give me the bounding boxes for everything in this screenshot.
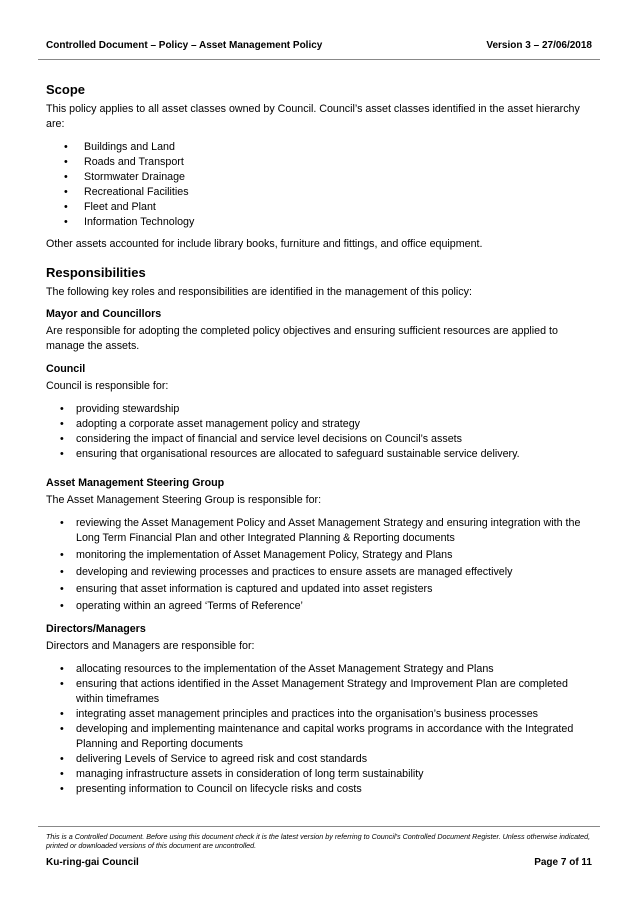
steering-list xyxy=(46,516,592,614)
list-item xyxy=(46,722,592,752)
bullet-icon: • xyxy=(60,418,64,430)
council-heading: Council xyxy=(46,363,86,375)
bullet-icon: • xyxy=(60,753,64,765)
steering-intro: The Asset Management Steering Group is responsible for: xyxy=(46,494,322,506)
bullet-icon: • xyxy=(60,723,64,735)
bullet-icon: • xyxy=(60,583,64,595)
bullet-icon: • xyxy=(60,663,64,675)
responsibilities-section xyxy=(46,265,592,797)
list-item xyxy=(46,548,592,563)
bullet-icon: • xyxy=(64,216,68,228)
page-content xyxy=(46,82,592,797)
list-item xyxy=(46,707,592,722)
list-item-text: Information Technology xyxy=(84,216,195,228)
header-divider xyxy=(38,59,600,60)
scope-intro: This policy applies to all asset classes owned by Council. Council’s asset classes identified in the asset hierarchy are: xyxy=(46,103,580,130)
scope-section xyxy=(46,82,592,252)
mayor-text: Are responsible for adopting the completed policy objectives and ensuring sufficient resources are applied to manage the assets. xyxy=(46,325,558,352)
list-item xyxy=(46,200,592,215)
list-item xyxy=(46,782,592,797)
scope-outro: Other assets accounted for include library books, furniture and fittings, and office equipment. xyxy=(46,238,483,250)
list-item xyxy=(46,447,592,462)
list-item xyxy=(46,752,592,767)
mayor-heading: Mayor and Councillors xyxy=(46,308,162,320)
footer-divider xyxy=(38,826,600,827)
bullet-icon: • xyxy=(60,783,64,795)
bullet-icon: • xyxy=(60,600,64,612)
list-item-text: ensuring that asset information is captured and updated into asset registers xyxy=(76,583,433,595)
steering-heading: Asset Management Steering Group xyxy=(46,477,225,489)
bullet-icon: • xyxy=(64,156,68,168)
list-item-text: Buildings and Land xyxy=(84,141,175,153)
list-item-text: integrating asset management principles and practices into the organisation’s business processes xyxy=(76,708,539,720)
list-item-text: Roads and Transport xyxy=(84,156,184,168)
list-item-text: managing infrastructure assets in consideration of long term sustainability xyxy=(76,768,424,780)
list-item-text: providing stewardship xyxy=(76,403,180,415)
bullet-icon: • xyxy=(60,448,64,460)
directors-list xyxy=(46,662,592,797)
list-item xyxy=(46,432,592,447)
page-footer xyxy=(46,857,592,868)
list-item xyxy=(46,516,592,546)
list-item-text: presenting information to Council on lifecycle risks and costs xyxy=(76,783,362,795)
bullet-icon: • xyxy=(64,171,68,183)
list-item-text: ensuring that actions identified in the Asset Management Strategy and Improvement Plan are completed within timeframes xyxy=(76,678,568,705)
list-item-text: developing and implementing maintenance and capital works programs in accordance with the Integrated Planning and Reporting documents xyxy=(76,723,574,750)
list-item-text: Recreational Facilities xyxy=(84,186,189,198)
bullet-icon: • xyxy=(60,549,64,561)
bullet-icon: • xyxy=(64,186,68,198)
list-item xyxy=(46,767,592,782)
list-item-text: delivering Levels of Service to agreed risk and cost standards xyxy=(76,753,368,765)
header-document-title: Controlled Document – Policy – Asset Management Policy xyxy=(46,40,323,51)
list-item xyxy=(46,402,592,417)
scope-list xyxy=(46,140,592,230)
list-item xyxy=(46,417,592,432)
list-item xyxy=(46,565,592,580)
directors-intro: Directors and Managers are responsible for: xyxy=(46,640,255,652)
header-version: Version 3 – 27/06/2018 xyxy=(486,40,592,51)
bullet-icon: • xyxy=(60,566,64,578)
list-item xyxy=(46,215,592,230)
council-intro: Council is responsible for: xyxy=(46,380,169,392)
list-item-text: Fleet and Plant xyxy=(84,201,156,213)
bullet-icon: • xyxy=(60,678,64,690)
scope-heading: Scope xyxy=(46,82,86,97)
list-item-text: ensuring that organisational resources are allocated to safeguard sustainable service delivery. xyxy=(76,448,520,460)
bullet-icon: • xyxy=(60,517,64,529)
list-item-text: developing and reviewing processes and practices to ensure assets are managed effectively xyxy=(76,566,513,578)
list-item-text: monitoring the implementation of Asset Management Policy, Strategy and Plans xyxy=(76,549,453,561)
directors-heading: Directors/Managers xyxy=(46,623,146,635)
list-item xyxy=(46,170,592,185)
bullet-icon: • xyxy=(60,433,64,445)
bullet-icon: • xyxy=(64,141,68,153)
list-item-text: allocating resources to the implementation of the Asset Management Strategy and Plans xyxy=(76,663,494,675)
bullet-icon: • xyxy=(60,768,64,780)
footer-page-number: Page 7 of 11 xyxy=(534,857,592,868)
list-item-text: Stormwater Drainage xyxy=(84,171,185,183)
list-item-text: considering the impact of financial and service level decisions on Council’s assets xyxy=(76,433,462,445)
controlled-document-notice: This is a Controlled Document. Before using this document check it is the latest version by referring to Council’s Controlled Document Register. Unless otherwise indicated, printed or downloaded versions of this document are uncontrolled. xyxy=(46,832,591,850)
bullet-icon: • xyxy=(60,403,64,415)
list-item xyxy=(46,662,592,677)
list-item xyxy=(46,582,592,597)
council-list xyxy=(46,402,592,462)
list-item-text: operating within an agreed ‘Terms of Reference’ xyxy=(76,600,303,612)
list-item-text: reviewing the Asset Management Policy and Asset Management Strategy and ensuring integration with the Long Term Financial Plan and other Integrated Planning & Reporting documents xyxy=(76,517,581,544)
list-item xyxy=(46,677,592,707)
responsibilities-heading: Responsibilities xyxy=(46,265,146,280)
list-item-text: adopting a corporate asset management policy and strategy xyxy=(76,418,360,430)
page-header xyxy=(46,40,592,51)
responsibilities-intro: The following key roles and responsibilities are identified in the management of this policy: xyxy=(46,286,472,298)
bullet-icon: • xyxy=(64,201,68,213)
list-item xyxy=(46,140,592,155)
list-item xyxy=(46,599,592,614)
footer-organisation: Ku-ring-gai Council xyxy=(46,857,139,868)
list-item xyxy=(46,155,592,170)
bullet-icon: • xyxy=(60,708,64,720)
list-item xyxy=(46,185,592,200)
